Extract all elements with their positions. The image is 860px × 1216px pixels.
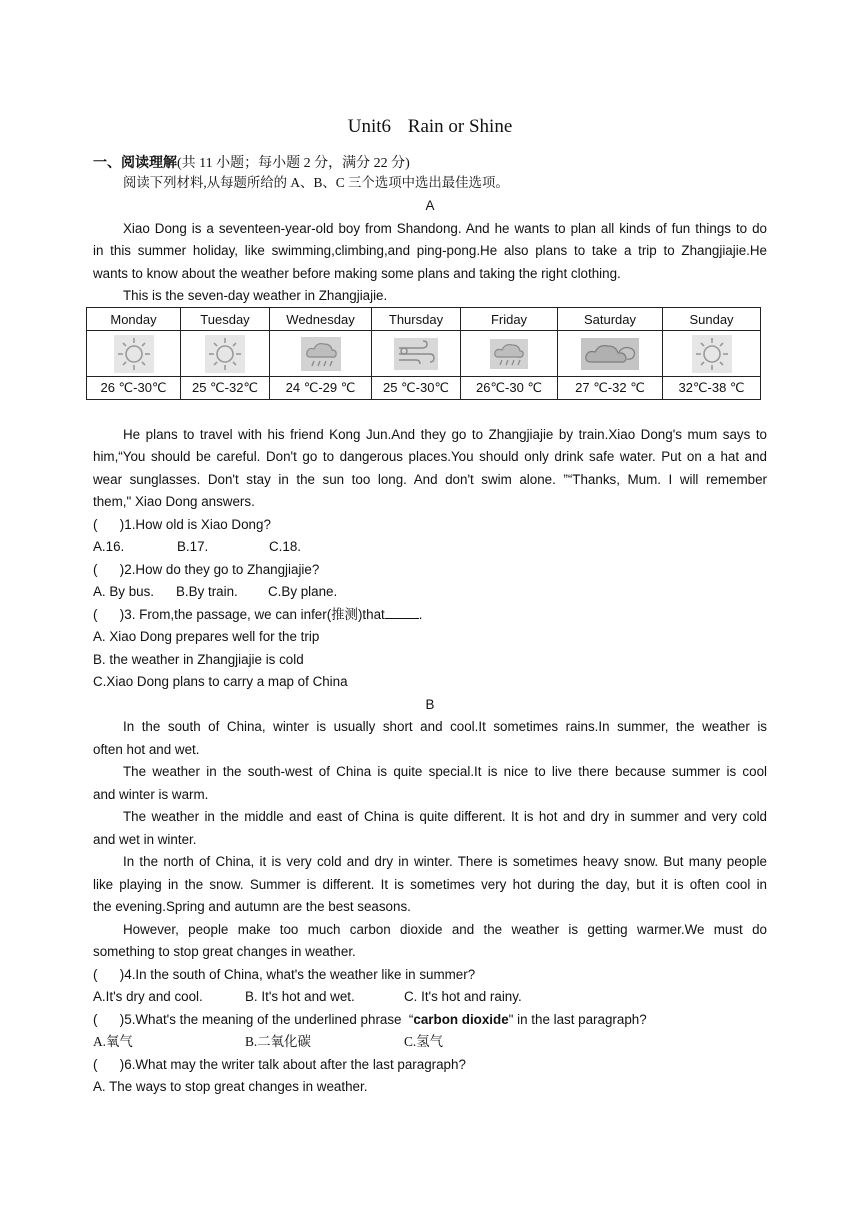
unit-number: Unit6 xyxy=(347,116,392,137)
underlined-phrase: carbon dioxide xyxy=(413,1012,509,1027)
passage-b-line: However, people make too much carbon dioxide and the weather is getting warmer.We must do xyxy=(123,922,767,937)
passage-a-p1-line: Xiao Dong is a seventeen-year-old boy from Shandong. And he wants to plan all kinds of fun things to do xyxy=(123,221,767,236)
question-text: 1.How old is Xiao Dong? xyxy=(124,517,271,532)
temp-cell: 25 ℃-30℃ xyxy=(372,377,461,400)
passage-a-p3-line: them," Xiao Dong answers. xyxy=(93,494,255,509)
temp-cell: 25 ℃-32℃ xyxy=(181,377,270,400)
section-note: (共 11 小题；每小题 2 分，满分 22 分) xyxy=(177,156,410,171)
passage-b-line: In the south of China, winter is usually short and cool.It sometimes rains.In summer, the weather is xyxy=(123,719,767,734)
option-b[interactable]: B.By train. xyxy=(176,584,238,599)
page-title xyxy=(0,116,860,138)
passage-a-p3-line: wear sunglasses. Don't stay in the sun too long. And don't swim alone. ”“Thanks, Mum. I will remember xyxy=(93,472,767,487)
icon-cell xyxy=(558,331,663,377)
option-a[interactable]: A.It's dry and cool. xyxy=(93,989,203,1004)
passage-a-p3-line: him,“You should be careful. Don't go to dangerous places.You should only drink safe water. Put on a hat and xyxy=(93,449,767,464)
question-6 xyxy=(93,1054,767,1077)
weather-days-row xyxy=(87,308,761,331)
weather-temps-row xyxy=(87,377,761,400)
answer-bracket[interactable]: ( ) xyxy=(93,562,125,577)
option-c[interactable]: C.氢气 xyxy=(404,1034,444,1049)
passage-a-p3-line: He plans to travel with his friend Kong Jun.And they go to Zhangjiajie by train.Xiao Dong's mum says to xyxy=(123,427,767,442)
day-cell: Saturday xyxy=(558,308,663,331)
question-2-options xyxy=(93,581,767,604)
passage-b-line: and wet in winter. xyxy=(93,832,197,847)
option-a[interactable]: A.氧气 xyxy=(93,1034,133,1049)
answer-bracket[interactable]: ( ) xyxy=(93,607,125,622)
answer-bracket[interactable]: ( ) xyxy=(93,967,125,982)
question-text: 5.What's the meaning of the underlined phrase “ xyxy=(124,1012,414,1027)
unit-name: Rain or Shine xyxy=(407,116,513,137)
option-a[interactable]: A. Xiao Dong prepares well for the trip xyxy=(93,629,320,644)
option-b[interactable]: B. It's hot and wet. xyxy=(245,989,355,1004)
passage-b-line: something to stop great changes in weather. xyxy=(93,944,356,959)
answer-blank[interactable] xyxy=(385,606,419,619)
passage-a-label: A xyxy=(425,198,435,213)
day-cell: Tuesday xyxy=(181,308,270,331)
section-title: 一、阅读理解 xyxy=(93,156,177,171)
rain-cloud-icon xyxy=(301,337,341,371)
option-b[interactable]: B.二氧化碳 xyxy=(245,1034,311,1049)
icon-cell xyxy=(663,331,761,377)
sun-icon xyxy=(114,335,154,373)
rain-cloud-icon xyxy=(490,339,528,369)
question-5 xyxy=(93,1009,767,1032)
weather-table xyxy=(86,307,761,400)
day-cell: Monday xyxy=(87,308,181,331)
option-b[interactable]: B.17. xyxy=(177,539,209,554)
cloud-icon xyxy=(581,338,639,370)
option-a[interactable]: A.16. xyxy=(93,539,125,554)
passage-b-line: In the north of China, it is very cold and dry in winter. There is sometimes heavy snow. But many people xyxy=(123,854,767,869)
passage-a-p1-line: in this summer holiday, like swimming,climbing,and ping-pong.He also plans to take a trip to Zhangjiajie.He xyxy=(93,243,767,258)
question-2 xyxy=(93,559,767,582)
question-3 xyxy=(93,604,767,627)
passage-b-label: B xyxy=(425,697,435,712)
temp-cell: 27 ℃-32 ℃ xyxy=(558,377,663,400)
icon-cell xyxy=(372,331,461,377)
icon-cell xyxy=(461,331,558,377)
option-a[interactable]: A. By bus. xyxy=(93,584,155,599)
icon-cell xyxy=(270,331,372,377)
day-cell: Wednesday xyxy=(270,308,372,331)
day-cell: Sunday xyxy=(663,308,761,331)
day-cell: Thursday xyxy=(372,308,461,331)
temp-cell: 26 ℃-30℃ xyxy=(87,377,181,400)
passage-b-line: The weather in the south-west of China is quite special.It is nice to live there because summer is cool xyxy=(123,764,767,779)
question-4-options xyxy=(93,986,767,1009)
passage-b-line: often hot and wet. xyxy=(93,742,200,757)
section-heading xyxy=(93,152,410,172)
option-b[interactable]: B. the weather in Zhangjiajie is cold xyxy=(93,652,304,667)
temp-cell: 32℃-38 ℃ xyxy=(663,377,761,400)
question-text-end: . xyxy=(418,607,423,622)
temp-cell: 26℃-30 ℃ xyxy=(461,377,558,400)
option-c[interactable]: C.18. xyxy=(269,539,302,554)
question-text-end: " in the last paragraph? xyxy=(508,1012,647,1027)
passage-a-p1-line: wants to know about the weather before making some plans and taking the right clothing. xyxy=(93,266,621,281)
question-1 xyxy=(93,514,767,537)
icon-cell xyxy=(181,331,270,377)
answer-bracket[interactable]: ( ) xyxy=(93,517,125,532)
option-a[interactable]: A. The ways to stop great changes in weather. xyxy=(93,1079,368,1094)
question-text: 4.In the south of China, what's the weather like in summer? xyxy=(124,967,476,982)
option-c[interactable]: C. It's hot and rainy. xyxy=(404,989,522,1004)
weather-icons-row xyxy=(87,331,761,377)
section-instruction: 阅读下列材料,从每题所给的 A、B、C 三个选项中选出最佳选项。 xyxy=(123,175,509,190)
answer-bracket[interactable]: ( ) xyxy=(93,1057,125,1072)
question-4 xyxy=(93,964,767,987)
question-text: 6.What may the writer talk about after the last paragraph? xyxy=(124,1057,466,1072)
option-c[interactable]: C.By plane. xyxy=(268,584,338,599)
question-1-options xyxy=(93,536,767,559)
sun-icon xyxy=(692,335,732,373)
sun-icon xyxy=(205,335,245,373)
wind-icon xyxy=(394,338,438,370)
passage-b-line: the evening.Spring and autumn are the best seasons. xyxy=(93,899,411,914)
option-c[interactable]: C.Xiao Dong plans to carry a map of China xyxy=(93,674,348,689)
passage-b-line: and winter is warm. xyxy=(93,787,209,802)
answer-bracket[interactable]: ( ) xyxy=(93,1012,125,1027)
day-cell: Friday xyxy=(461,308,558,331)
passage-b-line: like playing in the snow. Summer is different. It is sometimes very hot during the day, but it is often cool in xyxy=(93,877,767,892)
passage-a-p2: This is the seven-day weather in Zhangjiajie. xyxy=(123,288,388,303)
icon-cell xyxy=(87,331,181,377)
question-5-options xyxy=(93,1031,767,1054)
question-text: 2.How do they go to Zhangjiajie? xyxy=(124,562,320,577)
question-text: 3. From,the passage, we can infer(推测)that xyxy=(124,607,385,622)
temp-cell: 24 ℃-29 ℃ xyxy=(270,377,372,400)
passage-b-line: The weather in the middle and east of China is quite different. It is hot and dry in summer and very cold xyxy=(123,809,767,824)
